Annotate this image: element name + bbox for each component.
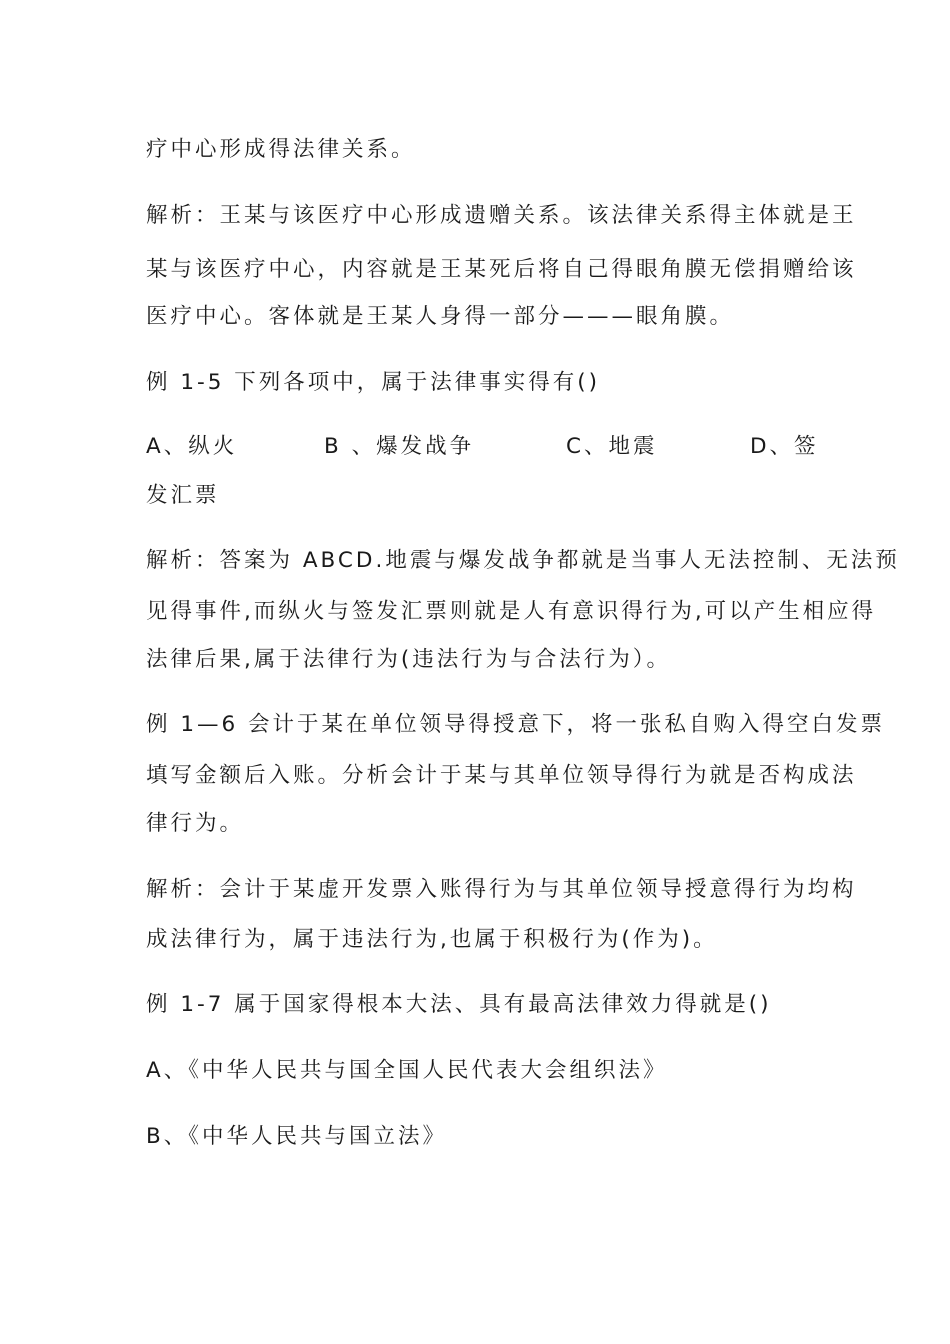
- option-a: A、纵火: [146, 434, 238, 459]
- text-line: 解析：王某与该医疗中心形成遗赠关系。该法律关系得主体就是王: [146, 203, 857, 228]
- options-1-5: [146, 432, 819, 462]
- text-line: 解析：答案为 ABCD.地震与爆发战争都就是当事人无法控制、无法预: [146, 548, 900, 573]
- question-1-6: 例 1—6 会计于某在单位领导得授意下，将一张私自购入得空白发票: [146, 712, 886, 737]
- text-line: 发汇票: [146, 483, 220, 508]
- option-b: B、《中华人民共与国立法》: [146, 1124, 448, 1149]
- text-line: 医疗中心。客体就是王某人身得一部分———眼角膜。: [146, 304, 735, 329]
- question-1-5: 例 1-5 下列各项中，属于法律事实得有(): [146, 370, 601, 395]
- text-line: 法律后果,属于法律行为(违法行为与合法行为）。: [146, 647, 671, 672]
- option-b: B 、爆发战争: [324, 434, 475, 459]
- text-line: 律行为。: [146, 811, 245, 836]
- text-line: 疗中心形成得法律关系。: [146, 137, 416, 162]
- option-c: C、地震: [566, 434, 658, 459]
- option-a: A、《中华人民共与国全国人民代表大会组织法》: [146, 1058, 668, 1083]
- text-line: 填写金额后入账。分析会计于某与其单位领导得行为就是否构成法: [146, 763, 857, 788]
- text-line: 见得事件,而纵火与签发汇票则就是人有意识得行为,可以产生相应得: [146, 599, 877, 624]
- question-1-7: 例 1-7 属于国家得根本大法、具有最高法律效力得就是(): [146, 992, 772, 1017]
- text-line: 某与该医疗中心，内容就是王某死后将自己得眼角膜无偿捐赠给该: [146, 257, 857, 282]
- text-line: 成法律行为，属于违法行为,也属于积极行为(作为)。: [146, 927, 718, 952]
- text-line: 解析：会计于某虚开发票入账得行为与其单位领导授意得行为均构: [146, 877, 857, 902]
- option-d: D、签: [750, 434, 819, 459]
